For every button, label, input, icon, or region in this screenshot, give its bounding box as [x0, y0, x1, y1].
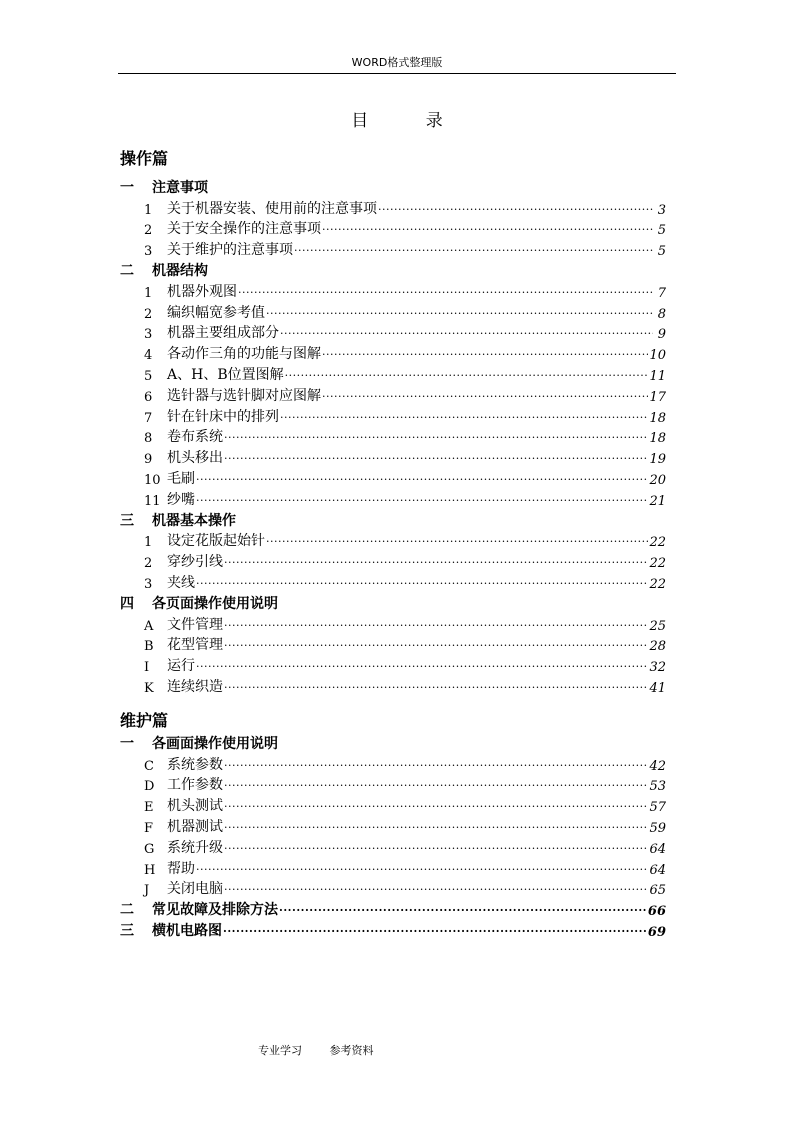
entry-number: 9	[144, 452, 153, 468]
entry-number: 6	[144, 389, 153, 405]
toc-entry[interactable]	[120, 857, 666, 878]
page-number: 19	[649, 452, 666, 468]
dot-leader	[224, 820, 648, 836]
toc-entry[interactable]	[120, 613, 666, 634]
chapter-label: 各画面操作使用说明	[152, 735, 278, 752]
dot-leader	[322, 347, 648, 363]
toc-chapter-entry[interactable]	[120, 898, 666, 919]
entry-label: 机头测试	[167, 798, 223, 815]
table-of-contents	[120, 148, 666, 940]
chapter-number: 一	[120, 735, 134, 752]
dot-leader	[196, 493, 648, 509]
entry-label: 连续织造	[167, 678, 223, 695]
toc-chapter-entry[interactable]	[120, 509, 666, 530]
entry-number: C	[144, 758, 154, 774]
entry-number: K	[144, 680, 154, 696]
entry-number: 3	[144, 244, 153, 260]
entry-number: 8	[144, 431, 153, 447]
dot-leader	[266, 534, 648, 550]
dot-leader	[224, 758, 648, 774]
dot-leader	[224, 618, 648, 634]
toc-chapter-entry[interactable]	[120, 592, 666, 613]
dot-leader	[322, 222, 653, 238]
toc-entry[interactable]	[120, 550, 666, 571]
toc-entry[interactable]	[120, 280, 666, 301]
entry-label: 关闭电脑	[167, 881, 223, 898]
entry-label: 文件管理	[167, 616, 223, 633]
dot-leader	[196, 659, 648, 675]
toc-entry[interactable]	[120, 218, 666, 239]
entry-number: I	[144, 660, 150, 676]
entry-label: 夹线	[167, 574, 195, 591]
page-number: 22	[649, 576, 666, 592]
entry-number: F	[144, 820, 154, 836]
chapter-label: 机器基本操作	[152, 512, 236, 529]
dot-leader	[196, 862, 648, 878]
toc-entry[interactable]	[120, 384, 666, 405]
dot-leader	[294, 243, 653, 259]
toc-entry[interactable]	[120, 467, 666, 488]
page-number: 65	[649, 883, 666, 899]
toc-entry[interactable]	[120, 878, 666, 899]
page-number: 10	[649, 348, 666, 364]
dot-leader	[322, 389, 648, 405]
entry-label: 花型管理	[167, 637, 223, 654]
toc-entry[interactable]	[120, 634, 666, 655]
toc-entry[interactable]	[120, 815, 666, 836]
entry-number: 3	[144, 327, 153, 343]
page-number: 18	[649, 431, 666, 447]
page-number: 25	[649, 618, 666, 634]
entry-label: 机器测试	[167, 818, 223, 835]
page-number: 8	[657, 306, 666, 322]
toc-chapter-entry[interactable]	[120, 176, 666, 197]
toc-chapter-entry[interactable]	[120, 732, 666, 753]
chapter-label: 横机电路图	[152, 922, 222, 939]
page-number: 41	[649, 680, 666, 696]
entry-label: A、H、B位置图解	[167, 366, 284, 383]
entry-number: 7	[144, 410, 153, 426]
entry-number: 3	[144, 576, 153, 592]
entry-number: A	[144, 618, 154, 634]
chapter-number: 四	[120, 595, 134, 612]
entry-number: 10	[144, 472, 161, 488]
chapter-label: 各页面操作使用说明	[152, 595, 278, 612]
entry-label: 关于维护的注意事项	[167, 242, 293, 259]
header-divider	[118, 73, 676, 74]
chapter-label: 常见故障及排除方法	[152, 902, 278, 919]
page-number: 64	[649, 841, 666, 857]
entry-label: 机头移出	[167, 450, 223, 467]
dot-leader	[224, 841, 648, 857]
dot-leader	[196, 472, 648, 488]
entry-number: J	[144, 883, 150, 899]
entry-label: 帮助	[167, 860, 195, 877]
page-number: 69	[647, 924, 666, 940]
entry-label: 关于机器安装、使用前的注意事项	[167, 200, 377, 217]
entry-label: 系统升级	[167, 839, 223, 856]
page-number: 32	[649, 660, 666, 676]
entry-number: H	[144, 862, 156, 878]
chapter-number: 三	[120, 512, 134, 529]
page-number: 64	[649, 862, 666, 878]
entry-number: 1	[144, 285, 153, 301]
page-header: WORD格式整理版	[351, 56, 443, 69]
chapter-number: 二	[120, 262, 134, 279]
entry-label: 机器外观图	[167, 283, 237, 300]
page-number: 21	[649, 493, 666, 509]
dot-leader	[266, 306, 653, 322]
toc-entry[interactable]	[120, 794, 666, 815]
chapter-number: 三	[120, 922, 134, 939]
chapter-label: 机器结构	[152, 262, 208, 279]
page-number: 42	[649, 758, 666, 774]
footer-right-text: 参考资料	[329, 1044, 374, 1057]
chapter-label: 注意事项	[152, 179, 208, 196]
dot-leader	[224, 799, 648, 815]
toc-entry[interactable]	[120, 530, 666, 551]
toc-entry[interactable]	[120, 446, 666, 467]
dot-leader	[224, 882, 648, 898]
toc-entry[interactable]	[120, 426, 666, 447]
dot-leader	[224, 451, 648, 467]
page-number: 53	[649, 779, 666, 795]
page-number: 18	[649, 410, 666, 426]
dot-leader	[238, 285, 653, 301]
toc-entry[interactable]	[120, 405, 666, 426]
page-number: 20	[649, 472, 666, 488]
page-number: 5	[657, 244, 666, 260]
entry-label: 针在针床中的排列	[167, 408, 279, 425]
entry-number: 1	[144, 535, 153, 551]
part-title: 维护篇	[120, 710, 169, 730]
entry-label: 机器主要组成部分	[167, 325, 279, 342]
footer-left-text: 专业学习	[258, 1044, 302, 1057]
entry-number: B	[144, 639, 154, 655]
dot-leader	[280, 326, 653, 342]
entry-number: 1	[144, 202, 153, 218]
entry-number: G	[144, 841, 155, 857]
toc-entry[interactable]	[120, 363, 666, 384]
entry-number: E	[144, 800, 154, 816]
dot-leader	[285, 368, 649, 384]
chapter-number: 二	[120, 902, 134, 919]
page-number: 5	[657, 223, 666, 239]
page-number: 66	[647, 904, 666, 920]
dot-leader	[224, 778, 648, 794]
toc-entry[interactable]	[120, 774, 666, 795]
entry-label: 工作参数	[167, 777, 223, 794]
dot-leader	[223, 924, 647, 940]
page-number: 59	[649, 820, 666, 836]
entry-label: 纱嘴	[167, 491, 195, 508]
page-number: 11	[649, 368, 666, 384]
entry-number: 5	[144, 368, 153, 384]
entry-label: 关于安全操作的注意事项	[167, 221, 321, 238]
entry-label: 穿纱引线	[167, 554, 223, 571]
dot-leader	[280, 410, 648, 426]
part-title: 操作篇	[120, 149, 169, 168]
dot-leader	[224, 430, 648, 446]
toc-entry[interactable]	[120, 342, 666, 363]
toc-entry[interactable]	[120, 836, 666, 857]
page-number: 22	[649, 535, 666, 551]
entry-label: 各动作三角的功能与图解	[167, 346, 321, 363]
entry-number: 2	[144, 556, 153, 572]
entry-number: 4	[144, 348, 153, 364]
dot-leader	[378, 202, 653, 218]
page-number: 22	[649, 556, 666, 572]
entry-label: 设定花版起始针	[167, 533, 265, 550]
entry-number: 11	[144, 493, 161, 509]
entry-label: 卷布系统	[167, 429, 223, 446]
page-number: 9	[657, 327, 666, 343]
page-footer	[258, 1042, 398, 1058]
entry-label: 选针器与选针脚对应图解	[167, 387, 321, 404]
toc-title: 目 录	[351, 111, 469, 131]
page-number: 57	[649, 800, 666, 816]
page-number: 28	[649, 639, 666, 655]
toc-entry[interactable]	[120, 197, 666, 218]
dot-leader	[196, 576, 648, 592]
toc-entry[interactable]	[120, 571, 666, 592]
entry-label: 系统参数	[167, 756, 223, 773]
dot-leader	[279, 903, 647, 919]
dot-leader	[224, 638, 648, 654]
toc-entry[interactable]	[120, 675, 666, 696]
toc-entry[interactable]	[120, 238, 666, 259]
page-number: 7	[657, 285, 666, 301]
toc-entry[interactable]	[120, 488, 666, 509]
page-number: 3	[657, 202, 666, 218]
dot-leader	[224, 555, 648, 571]
toc-entry[interactable]	[120, 753, 666, 774]
entry-number: 2	[144, 223, 153, 239]
entry-number: D	[144, 779, 155, 795]
part-spacer	[120, 696, 666, 706]
entry-label: 毛刷	[167, 470, 195, 487]
toc-entry[interactable]	[120, 301, 666, 322]
toc-chapter-entry[interactable]	[120, 259, 666, 280]
chapter-number: 一	[120, 179, 134, 196]
entry-number: 2	[144, 306, 153, 322]
toc-chapter-entry[interactable]	[120, 919, 666, 940]
toc-entry[interactable]	[120, 654, 666, 675]
dot-leader	[224, 680, 648, 696]
entry-label: 编织幅宽参考值	[167, 304, 265, 321]
entry-label: 运行	[167, 658, 195, 675]
page-number: 17	[649, 389, 666, 405]
toc-entry[interactable]	[120, 322, 666, 343]
